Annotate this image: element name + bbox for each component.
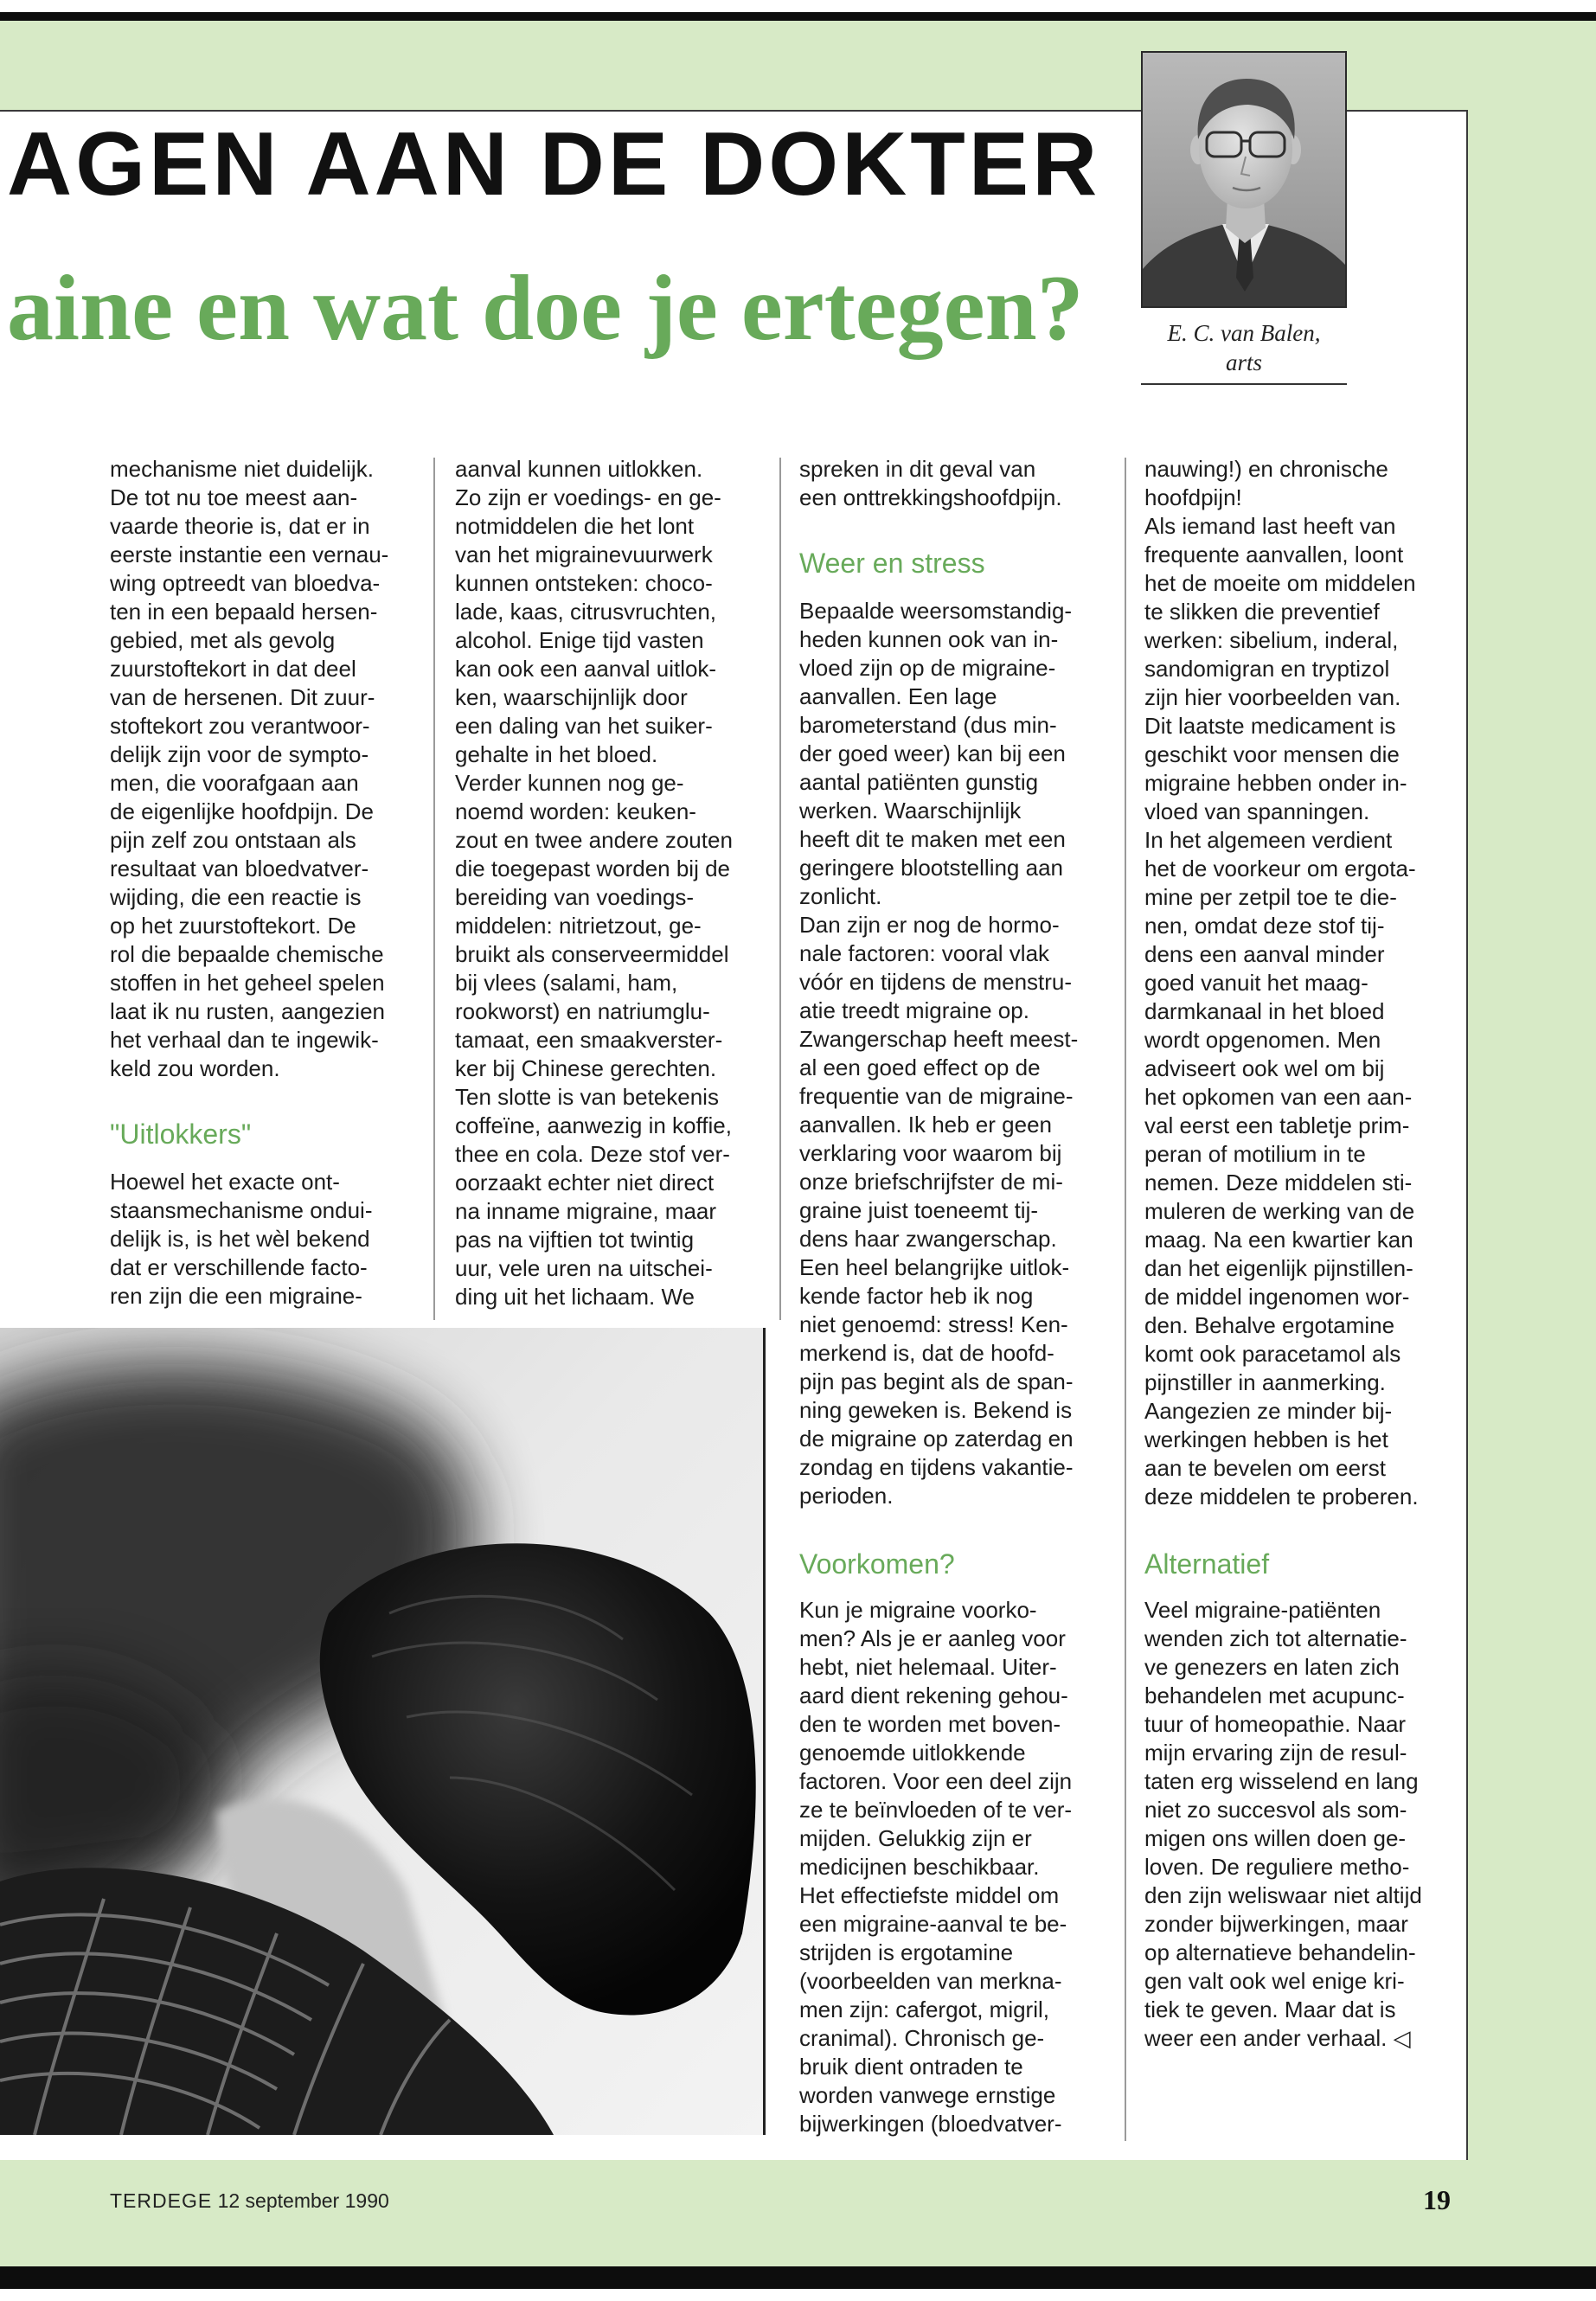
text-line: ken, waarschijnlijk door [455,684,688,710]
text-line: middelen: nitrietzout, ge- [455,913,702,939]
text-line: frequente aanvallen, loont [1144,542,1404,567]
text-line: Verder kunnen nog ge- [455,770,684,796]
text-line: gen valt ook wel enige kri- [1144,1968,1405,1994]
text-line: Ten slotte is van betekenis [455,1084,719,1110]
column-4-paragraph-1 [1144,455,1419,1511]
text-line: ve genezers en laten zich [1144,1654,1400,1680]
text-line: factoren. Voor een deel zijn [799,1768,1073,1794]
text-line: aantal patiënten gunstig [799,769,1039,795]
text-line: ker bij Chinese gerechten. [455,1055,717,1081]
text-line: ding uit het lichaam. We [455,1284,695,1310]
text-line: heeft dit te maken met een [799,826,1066,852]
text-line: lade, kaas, citrusvruchten, [455,599,717,625]
text-line: van de hersenen. Dit zuur- [110,684,375,710]
text-line: gebied, met als gevolg [110,627,336,653]
text-line: notmiddelen die het lont [455,513,695,539]
column-1-paragraph-2 [110,1168,373,1311]
subheading-uitlokkers: "Uitlokkers" [110,1118,252,1150]
text-line: laat ik nu rusten, aangezien [110,998,385,1024]
text-line: wijding, die een reactie is [110,884,362,910]
scan-edge-bottom [0,2266,1596,2289]
text-line: werken. Waarschijnlijk [799,798,1022,824]
text-line: goed vanuit het maag- [1144,970,1368,996]
text-line: tamaat, een smaakverster- [455,1027,723,1053]
issue-date: 12 september 1990 [217,2189,389,2212]
text-line: wing optreedt van bloedva- [110,570,381,596]
text-line: nauwing!) en chronische [1144,456,1388,482]
text-line: te slikken die preventief [1144,599,1380,625]
text-line: migraine hebben onder in- [1144,770,1407,796]
text-line: Een heel belangrijke uitlok- [799,1254,1070,1280]
text-line: nen, omdat deze stof tij- [1144,913,1385,939]
text-line: Kun je migraine voorko- [799,1597,1037,1623]
text-line: atie treedt migraine op. [799,997,1029,1023]
column-3-paragraph-2 [799,597,1078,1510]
text-line: werken: sibelium, inderal, [1144,627,1399,653]
text-line: oorzaakt echter niet direct [455,1170,715,1195]
page-number: 19 [1423,2184,1451,2215]
text-line: Bepaalde weersomstandig- [799,598,1073,624]
scan-edge-top [0,12,1596,21]
text-line: gehalte in het bloed. [455,741,658,767]
text-line: migen ons willen doen ge- [1144,1825,1407,1851]
text-line: zonder bijwerkingen, maar [1144,1911,1408,1937]
text-line: kan ook een aanval uitlok- [455,656,717,682]
text-line: nale factoren: vooral vlak [799,940,1050,966]
text-line: dens een aanval minder [1144,941,1385,967]
text-line: genoemde uitlokkende [799,1740,1026,1766]
caption-divider [1141,383,1347,385]
text-line: cranimal). Chronisch ge- [799,2025,1045,2051]
article-title: aine en wat doe je ertegen? [7,257,1084,360]
text-line: wenden zich tot alternatie- [1144,1625,1407,1651]
text-line: Het effectiefste middel om [799,1882,1060,1908]
text-line: behandelen met acupunc- [1144,1682,1405,1708]
text-line: wordt opgenomen. Men [1144,1027,1381,1053]
text-line: verklaring voor waarom bij [799,1140,1062,1166]
text-line: zout en twee andere zouten [455,827,733,853]
text-line: bruikt als conserveermiddel [455,941,729,967]
text-line: pijn zelf zou ontstaan als [110,827,356,853]
text-line: merkend is, dat de hoofd- [799,1340,1054,1366]
text-line: aard dient rekening gehou- [799,1682,1068,1708]
text-line: op alternatieve behandelin- [1144,1939,1416,1965]
text-line: niet genoemd: stress! Ken- [799,1311,1068,1337]
text-line: het verhaal dan te ingewik- [110,1027,379,1053]
author-caption [1141,318,1347,377]
text-line: muleren de werking van de [1144,1198,1415,1224]
text-line: het de voorkeur om ergota- [1144,856,1416,881]
text-line: aanvallen. Ik heb er geen [799,1112,1052,1138]
column-2-paragraph-1 [455,455,733,1311]
text-line: vloed van spanningen. [1144,798,1370,824]
text-line: pijn pas begint als de span- [799,1368,1074,1394]
column-rule-3 [1125,458,1126,2141]
text-line: pas na vijftien tot twintig [455,1227,695,1253]
text-line: bij vlees (salami, ham, [455,970,678,996]
text-line: een onttrekkingshoofdpijn. [799,484,1062,510]
text-line: vloed zijn op de migraine- [799,655,1056,681]
column-rule-2 [779,458,781,1320]
column-1-paragraph-1 [110,455,388,1083]
text-line: Dan zijn er nog de hormo- [799,912,1060,938]
author-role: arts [1225,349,1263,375]
text-line: vaarde theorie is, dat er in [110,513,370,539]
text-line: mijn ervaring zijn de resul- [1144,1740,1407,1766]
publication-name: TERDEGE [110,2189,213,2212]
text-line: hebt, niet helemaal. Uiter- [799,1654,1057,1680]
subheading-voorkomen: Voorkomen? [799,1548,955,1580]
text-line: loven. De reguliere metho- [1144,1854,1410,1880]
text-line: pijnstiller in aanmerking. [1144,1369,1386,1395]
article-photo [0,1328,766,2135]
text-line: bijwerkingen (bloedvatver- [799,2111,1062,2137]
text-line: komt ook paracetamol als [1144,1341,1401,1367]
text-line: adviseert ook wel om bij [1144,1055,1385,1081]
text-line: op het zuurstoftekort. De [110,913,356,939]
text-line: spreken in dit geval van [799,456,1036,482]
text-line: men, die voorafgaan aan [110,770,359,796]
text-line: werkingen hebben is het [1144,1426,1388,1452]
column-4-paragraph-2 [1144,1596,1422,2053]
text-line: zonlicht. [799,883,882,909]
text-line: Hoewel het exacte ont- [110,1169,340,1195]
text-line: delijk zijn voor de sympto- [110,741,369,767]
text-line: stoffen in het geheel spelen [110,970,385,996]
text-line: rookworst) en natriumglu- [455,998,710,1024]
text-line: aanval kunnen uitlokken. [455,456,703,482]
text-line: de migraine op zaterdag en [799,1426,1074,1452]
author-name: E. C. van Balen, [1167,320,1321,346]
text-line: mechanisme niet duidelijk. [110,456,374,482]
text-line: taten erg wisselend en lang [1144,1768,1419,1794]
text-line: der goed weer) kan bij een [799,740,1066,766]
text-line: darmkanaal in het bloed [1144,998,1385,1024]
text-line: bereiding van voedings- [455,884,695,910]
text-line: dan het eigenlijk pijnstillen- [1144,1255,1413,1281]
text-line: geringere blootstelling aan [799,855,1063,881]
text-line: het opkomen van een aan- [1144,1084,1413,1110]
text-line: nemen. Deze middelen sti- [1144,1170,1413,1195]
text-line: men zijn: cafergot, migril, [799,1997,1049,2022]
text-line: dens haar zwangerschap. [799,1226,1057,1252]
text-line: keld zou worden. [110,1055,280,1081]
text-line: deze middelen te proberen. [1144,1484,1419,1509]
text-line: resultaat van bloedvatver- [110,856,369,881]
text-line: na inname migraine, maar [455,1198,717,1224]
text-line: heden kunnen ook van in- [799,626,1059,652]
text-line: al een goed effect op de [799,1054,1041,1080]
text-line: dat er verschillende facto- [110,1254,368,1280]
text-line: frequentie van de migraine- [799,1083,1074,1109]
text-line: een migraine-aanval te be- [799,1911,1067,1937]
subheading-alternatief: Alternatief [1144,1548,1270,1580]
text-line: zijn hier voorbeelden van. [1144,684,1401,710]
text-line: coffeïne, aanwezig in koffie, [455,1112,732,1138]
text-line: thee en cola. Deze stof ver- [455,1141,730,1167]
text-line: delijk is, is het wèl bekend [110,1226,370,1252]
text-line: medicijnen beschikbaar. [799,1854,1040,1880]
column-3-paragraph-3 [799,1596,1072,2138]
text-line: zondag en tijdens vakantie- [799,1454,1074,1480]
column-3-paragraph-1 [799,455,1062,512]
text-line: onze briefschrijfster de mi- [799,1169,1063,1195]
text-line: den zijn weliswaar niet altijd [1144,1882,1422,1908]
text-line: een daling van het suiker- [455,713,713,739]
section-title: AGEN AAN DE DOKTER [7,114,1101,215]
text-line: den. Behalve ergotamine [1144,1312,1395,1338]
text-line: het de moeite om middelen [1144,570,1416,596]
text-line: men? Als je er aanleg voor [799,1625,1066,1651]
page-footer [110,2188,389,2214]
text-line: de middel ingenomen wor- [1144,1284,1410,1310]
text-line: van het migrainevuurwerk [455,542,713,567]
text-line: de eigenlijke hoofdpijn. De [110,798,374,824]
text-line: vóór en tijdens de menstru- [799,969,1073,995]
text-line: hoofdpijn! [1144,484,1242,510]
text-line: tiek te geven. Maar dat is [1144,1997,1396,2022]
text-line: kunnen ontsteken: choco- [455,570,713,596]
text-line: val eerst een tabletje prim- [1144,1112,1410,1138]
text-line: Veel migraine-patiënten [1144,1597,1381,1623]
text-line: weer een ander verhaal. ◁ [1144,2025,1411,2051]
text-line: die toegepast worden bij de [455,856,731,881]
text-line: De tot nu toe meest aan- [110,484,358,510]
text-line: In het algemeen verdient [1144,827,1393,853]
text-line: ze te beïnvloeden of te ver- [799,1797,1073,1823]
text-line: Dit laatste medicament is [1144,713,1396,739]
text-line: strijden is ergotamine [799,1939,1014,1965]
article-photo-image [0,1328,763,2135]
text-line: worden vanwege ernstige [799,2082,1056,2108]
text-line: barometerstand (dus min- [799,712,1057,738]
text-line: alcohol. Enige tijd vasten [455,627,704,653]
text-line: maag. Na een kwartier kan [1144,1227,1413,1253]
text-line: Zwangerschap heeft meest- [799,1026,1079,1052]
text-line: graine juist toeneemt tij- [799,1197,1039,1223]
text-line: Zo zijn er voedings- en ge- [455,484,721,510]
text-line: kende factor heb ik nog [799,1283,1034,1309]
text-line: aan te bevelen om eerst [1144,1455,1386,1481]
text-line: eerste instantie een vernau- [110,542,389,567]
text-line: aanvallen. Een lage [799,683,997,709]
text-line: stoftekort zou verantwoor- [110,713,370,739]
text-line: perioden. [799,1483,894,1509]
author-portrait-image [1143,53,1345,306]
text-line: peran of motilium in te [1144,1141,1366,1167]
text-line: sandomigran en tryptizol [1144,656,1390,682]
text-line: ten in een bepaald hersen- [110,599,378,625]
text-line: den te worden met boven- [799,1711,1061,1737]
text-line: geschikt voor mensen die [1144,741,1400,767]
text-line: rol die bepaalde chemische [110,941,384,967]
text-line: (voorbeelden van merkna- [799,1968,1062,1994]
text-line: bruik dient ontraden te [799,2054,1023,2080]
text-line: Aangezien ze minder bij- [1144,1398,1393,1424]
column-rule-1 [433,458,435,1320]
text-line: ning geweken is. Bekend is [799,1397,1073,1423]
text-line: niet zo succesvol als som- [1144,1797,1407,1823]
text-line: mine per zetpil toe te die- [1144,884,1397,910]
author-photo [1141,51,1347,308]
text-line: tuur of homeopathie. Naar [1144,1711,1407,1737]
text-line: uur, vele uren na uitschei- [455,1255,713,1281]
subheading-weer-en-stress: Weer en stress [799,548,985,579]
text-line: noemd worden: keuken- [455,798,696,824]
text-line: ren zijn die een migraine- [110,1283,362,1309]
text-line: zuurstoftekort in dat deel [110,656,356,682]
text-line: staansmechanisme ondui- [110,1197,373,1223]
text-line: mijden. Gelukkig zijn er [799,1825,1032,1851]
text-line: Als iemand last heeft van [1144,513,1396,539]
